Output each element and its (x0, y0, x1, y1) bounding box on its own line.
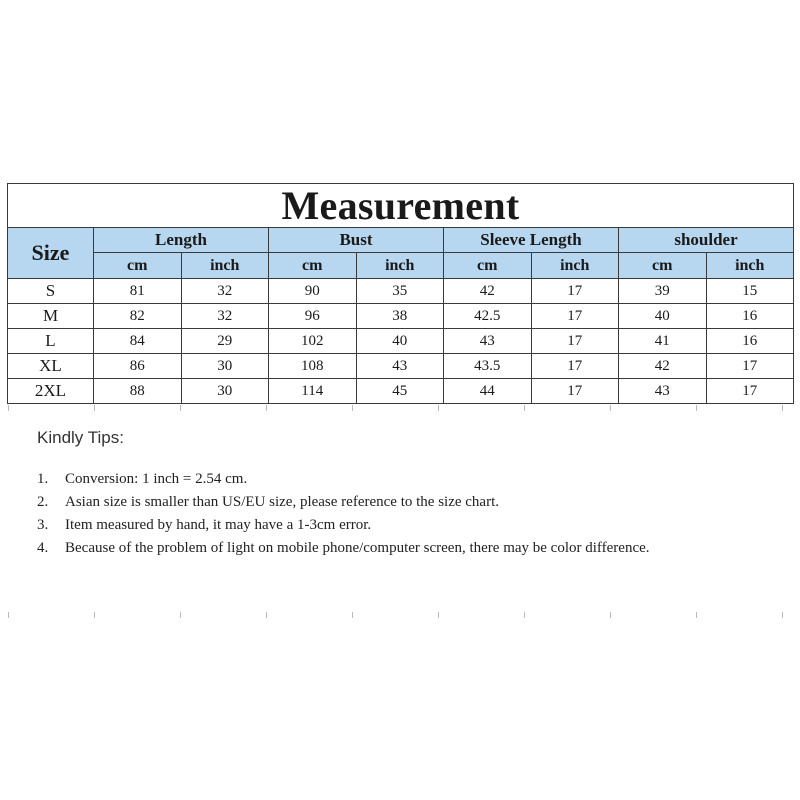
table-cell: 30 (181, 379, 269, 404)
tip-text: Because of the problem of light on mobile phone/computer screen, there may be color difference. (65, 540, 650, 556)
table-cell: 17 (706, 379, 794, 404)
table-cell: 39 (619, 279, 707, 304)
table-cell: 17 (531, 304, 619, 329)
tick-mark (696, 405, 697, 411)
unit-header: cm (94, 253, 182, 279)
tick-mark (782, 405, 783, 411)
tick-mark (352, 405, 353, 411)
size-label: M (8, 304, 94, 329)
tick-mark (524, 612, 525, 618)
table-cell: 30 (181, 354, 269, 379)
table-cell: 44 (444, 379, 532, 404)
tips-title: Kindly Tips: (37, 428, 124, 447)
table-cell: 84 (94, 329, 182, 354)
table-row (8, 379, 794, 404)
table-cell: 17 (706, 354, 794, 379)
table-cell: 15 (706, 279, 794, 304)
group-header-shoulder: shoulder (619, 228, 794, 253)
unit-header: inch (531, 253, 619, 279)
tip-text: Asian size is smaller than US/EU size, please reference to the size chart. (65, 494, 499, 510)
table-cell: 82 (94, 304, 182, 329)
table-cell: 17 (531, 279, 619, 304)
table-cell: 102 (269, 329, 357, 354)
tip-number: 4. (37, 540, 49, 556)
unit-header: inch (706, 253, 794, 279)
tip-text: Item measured by hand, it may have a 1-3cm error. (65, 517, 372, 533)
kindly-tips (37, 428, 737, 560)
unit-header: inch (356, 253, 444, 279)
table-cell: 90 (269, 279, 357, 304)
tick-mark (352, 612, 353, 618)
tick-mark (180, 612, 181, 618)
tick-mark (94, 405, 95, 411)
table-cell: 43 (356, 354, 444, 379)
unit-header: cm (444, 253, 532, 279)
tick-mark (266, 612, 267, 618)
table-cell: 17 (531, 354, 619, 379)
table-cell: 41 (619, 329, 707, 354)
table-cell: 29 (181, 329, 269, 354)
table-cell: 42.5 (444, 304, 532, 329)
table-cell: 114 (269, 379, 357, 404)
table-row (8, 354, 794, 379)
tips-list (37, 468, 737, 560)
table-body (8, 279, 794, 404)
table-cell: 40 (356, 329, 444, 354)
table-cell: 40 (619, 304, 707, 329)
table-cell: 17 (531, 379, 619, 404)
size-label: S (8, 279, 94, 304)
table-cell: 86 (94, 354, 182, 379)
unit-header: cm (619, 253, 707, 279)
unit-header-row (8, 253, 794, 279)
table-cell: 42 (444, 279, 532, 304)
table-cell: 45 (356, 379, 444, 404)
table-cell: 42 (619, 354, 707, 379)
tick-mark (610, 612, 611, 618)
table-cell: 43.5 (444, 354, 532, 379)
table-cell: 32 (181, 304, 269, 329)
table-cell: 43 (619, 379, 707, 404)
tick-mark (610, 405, 611, 411)
tick-mark (180, 405, 181, 411)
tick-mark (696, 612, 697, 618)
table-cell: 32 (181, 279, 269, 304)
size-chart-table (7, 183, 794, 404)
unit-header: cm (269, 253, 357, 279)
table-cell: 108 (269, 354, 357, 379)
tick-mark (8, 612, 9, 618)
unit-header: inch (181, 253, 269, 279)
tip-item (37, 514, 737, 537)
table-title: Measurement (8, 184, 794, 228)
tip-number: 2. (37, 494, 49, 510)
tip-number: 3. (37, 517, 49, 533)
group-header-sleeve-length: Sleeve Length (444, 228, 619, 253)
tip-text: Conversion: 1 inch = 2.54 cm. (65, 471, 248, 487)
table-cell: 16 (706, 329, 794, 354)
tick-mark (438, 612, 439, 618)
tip-number: 1. (37, 471, 49, 487)
table-row (8, 304, 794, 329)
tip-item (37, 468, 737, 491)
table-cell: 35 (356, 279, 444, 304)
tick-mark (782, 612, 783, 618)
table-row (8, 279, 794, 304)
table-cell: 38 (356, 304, 444, 329)
table-cell: 43 (444, 329, 532, 354)
tick-mark (8, 405, 9, 411)
size-label: L (8, 329, 94, 354)
table-row (8, 329, 794, 354)
table-cell: 81 (94, 279, 182, 304)
table-cell: 17 (531, 329, 619, 354)
tip-item (37, 537, 737, 560)
size-column-header: Size (8, 228, 94, 279)
size-label: XL (8, 354, 94, 379)
tick-mark (438, 405, 439, 411)
table-cell: 16 (706, 304, 794, 329)
tick-mark (94, 612, 95, 618)
tick-mark (266, 405, 267, 411)
table-cell: 88 (94, 379, 182, 404)
group-header-bust: Bust (269, 228, 444, 253)
group-header-length: Length (94, 228, 269, 253)
size-label: 2XL (8, 379, 94, 404)
tick-mark (524, 405, 525, 411)
table-cell: 96 (269, 304, 357, 329)
tip-item (37, 491, 737, 514)
